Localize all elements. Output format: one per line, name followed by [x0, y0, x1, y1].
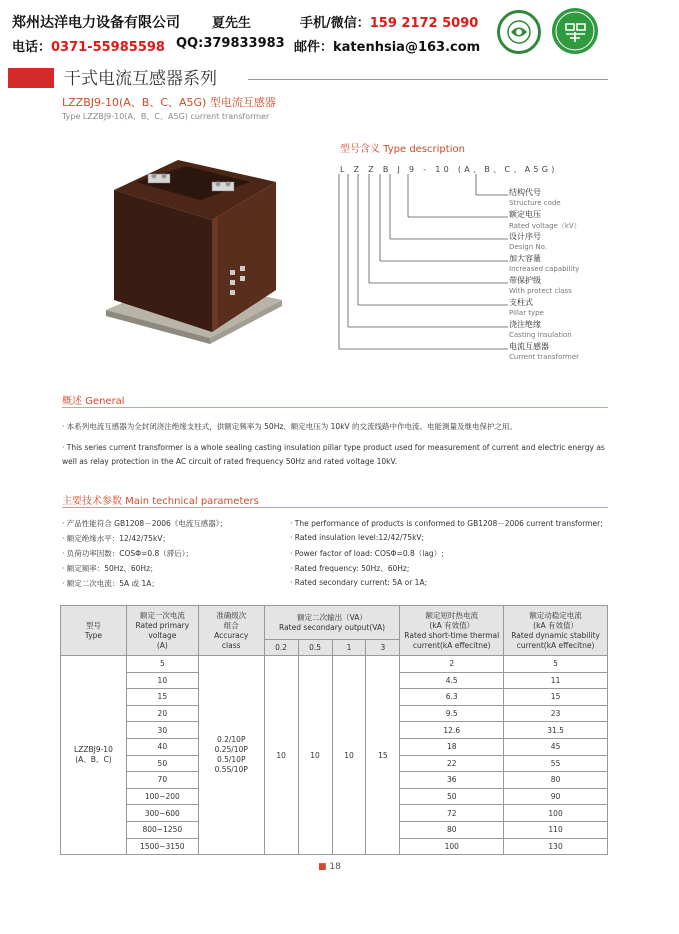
cell-accuracy: 0.2/10P 0.25/10P 0.5/10P 0.5S/10P — [198, 656, 264, 855]
cell-output: 10 — [332, 656, 366, 855]
cell-primary: 30 — [126, 722, 198, 739]
email-label: 邮件： — [294, 40, 334, 55]
title-divider — [248, 79, 608, 80]
param-cn-item: · 额定绝缘水平：12/42/75kV； — [62, 534, 170, 543]
general-heading: 概述 General — [62, 396, 125, 407]
type-description-title: 型号含义 Type description — [340, 144, 465, 155]
cell-thermal: 2 — [400, 656, 504, 673]
td-rated-voltage-en: Rated voltage（kV） — [509, 222, 581, 230]
series-title: 干式电流互感器系列 — [64, 69, 217, 89]
email-address: katenhsia@163.com — [333, 40, 481, 55]
company-logo-icon — [497, 10, 541, 54]
phone-label: 手机/微信： — [300, 16, 370, 31]
type-code-diagram — [336, 174, 511, 364]
param-en-item: · Rated secondary current: 5A or 1A; — [290, 578, 428, 587]
cell-primary: 300~600 — [126, 805, 198, 822]
cell-dynamic: 31.5 — [504, 722, 608, 739]
company-name: 郑州达洋电力设备有限公司 — [12, 15, 180, 31]
cell-thermal: 6.3 — [400, 689, 504, 706]
cell-thermal: 72 — [400, 805, 504, 822]
cell-primary: 100~200 — [126, 788, 198, 805]
cell-dynamic: 5 — [504, 656, 608, 673]
title-accent-bar — [8, 68, 54, 88]
cell-primary: 15 — [126, 689, 198, 706]
col-header-output-05: 0.5 — [298, 640, 332, 656]
cell-thermal: 12.6 — [400, 722, 504, 739]
col-header-dynamic: 额定动稳定电流 (kA 有效值） Rated dynamic stability current(kA effecitne) — [504, 606, 608, 656]
tel-line — [12, 36, 165, 55]
td-structure-code-cn: 结构代号 — [509, 188, 541, 197]
table-row — [61, 656, 608, 673]
cell-output: 15 — [366, 656, 400, 855]
col-header-output-1: 1 — [332, 640, 366, 656]
cell-primary: 5 — [126, 656, 198, 673]
type-code: L Z Z B J 9 - 10 (A、B、C、A5G) — [340, 165, 558, 174]
param-en-item: · The performance of products is conformed to GB1208－2006 current transformer; — [290, 519, 603, 528]
param-cn-item: · 产品性能符合 GB1208－2006《电流互感器》； — [62, 519, 228, 528]
cell-dynamic: 80 — [504, 772, 608, 789]
td-rated-voltage-cn: 额定电压 — [509, 210, 541, 219]
cell-dynamic: 11 — [504, 672, 608, 689]
param-en-item: · Rated insulation level:12/42/75kV; — [290, 533, 425, 542]
params-heading: 主要技术参数 Main technical parameters — [62, 496, 259, 507]
param-en-item: · Rated frequency: 50Hz、60Hz; — [290, 564, 410, 573]
product-photo — [100, 160, 290, 350]
col-header-output: 额定二次输出（VA） Rated secondary output(VA) — [264, 606, 400, 640]
td-structure-code-en: Structure code — [509, 199, 561, 207]
cell-dynamic: 23 — [504, 705, 608, 722]
col-header-primary: 额定一次电流 Rated primary voltage (A) — [126, 606, 198, 656]
cell-dynamic: 15 — [504, 689, 608, 706]
cell-primary: 800~1250 — [126, 821, 198, 838]
params-divider — [62, 507, 608, 508]
cell-thermal: 18 — [400, 738, 504, 755]
td-casting-cn: 浇注绝缘 — [509, 320, 541, 329]
qq-label: QQ: — [176, 36, 204, 51]
td-current-transformer-en: Current transformer — [509, 353, 580, 361]
product-title-en: Type LZZBJ9-10(A、B、C、A5G) current transformer — [62, 112, 270, 121]
phone-number: 159 2172 5090 — [369, 16, 479, 31]
cell-dynamic: 90 — [504, 788, 608, 805]
phone-line — [300, 12, 478, 31]
cell-primary: 40 — [126, 738, 198, 755]
cell-dynamic: 55 — [504, 755, 608, 772]
td-current-transformer-cn: 电流互感器 — [509, 342, 549, 351]
cell-primary: 10 — [126, 672, 198, 689]
cell-thermal: 9.5 — [400, 705, 504, 722]
email-line — [294, 36, 480, 55]
qq-number: 379833983 — [203, 36, 285, 51]
cell-primary: 1500~3150 — [126, 838, 198, 855]
cell-dynamic: 45 — [504, 738, 608, 755]
brand-seal-icon — [552, 8, 598, 54]
general-para-cn: · 本系列电流互感器为全封闭浇注绝缘支柱式，供额定频率为 50Hz、额定电压为 10kV 的交流线路中作电流、电能测量及继电保护之用。 — [62, 422, 518, 431]
cell-primary: 50 — [126, 755, 198, 772]
qq-line — [176, 36, 285, 51]
td-pillar-type-cn: 支柱式 — [509, 298, 533, 307]
cell-output: 10 — [298, 656, 332, 855]
cell-model: LZZBJ9-10 (A、B、C) — [61, 656, 127, 855]
col-header-thermal: 额定短时热电流 (kA 有效值） Rated short-time thermal current(kA effecitne) — [400, 606, 504, 656]
general-divider — [62, 407, 608, 408]
page-number: ■ 18 — [318, 862, 341, 872]
cell-thermal: 22 — [400, 755, 504, 772]
cell-dynamic: 110 — [504, 821, 608, 838]
td-capability-en: Increased capability — [509, 265, 580, 273]
cell-thermal: 80 — [400, 821, 504, 838]
cell-thermal: 50 — [400, 788, 504, 805]
td-protect-class-cn: 带保护级 — [509, 276, 541, 285]
param-cn-item: · 负荷功率因数：COSΦ=0.8（滞后）； — [62, 549, 194, 558]
contact-name: 夏先生 — [212, 16, 252, 31]
cell-dynamic: 130 — [504, 838, 608, 855]
product-title-cn: LZZBJ9-10(A、B、C、A5G) 型电流互感器 — [62, 96, 276, 109]
spec-table — [60, 605, 608, 855]
param-en-item: · Power factor of load: COSΦ=0.8（lag）; — [290, 549, 444, 558]
param-cn-item: · 额定频率：50Hz、60Hz； — [62, 564, 158, 573]
td-protect-class-en: With protect class — [509, 287, 572, 295]
cell-primary: 70 — [126, 772, 198, 789]
col-header-output-02: 0.2 — [264, 640, 298, 656]
cell-thermal: 4.5 — [400, 672, 504, 689]
cell-dynamic: 100 — [504, 805, 608, 822]
contact-header — [0, 0, 679, 62]
cell-primary: 20 — [126, 705, 198, 722]
cell-thermal: 36 — [400, 772, 504, 789]
td-capability-cn: 加大容量 — [509, 254, 541, 263]
td-pillar-type-en: Pillar type — [509, 309, 544, 317]
td-casting-en: Casting insulation — [509, 331, 572, 339]
td-design-no-en: Design No. — [509, 243, 548, 251]
col-header-output-3: 3 — [366, 640, 400, 656]
tel-label: 电话： — [12, 40, 52, 55]
param-cn-item: · 额定二次电流：5A 或 1A； — [62, 579, 159, 588]
cell-thermal: 100 — [400, 838, 504, 855]
col-header-accuracy: 准确级次 组合 Accuracy class — [198, 606, 264, 656]
cell-output: 10 — [264, 656, 298, 855]
general-para-en: · This series current transformer is a whole sealing casting insulation pillar type product used for measurement of current and electric energy as well as relay protection in the AC circuit of rated frequency 50Hz and rated voltage 10kV. — [62, 443, 605, 466]
tel-number: 0371-55985598 — [51, 40, 165, 55]
col-header-model: 型号 Type — [61, 606, 127, 656]
td-design-no-cn: 设计序号 — [509, 232, 541, 241]
